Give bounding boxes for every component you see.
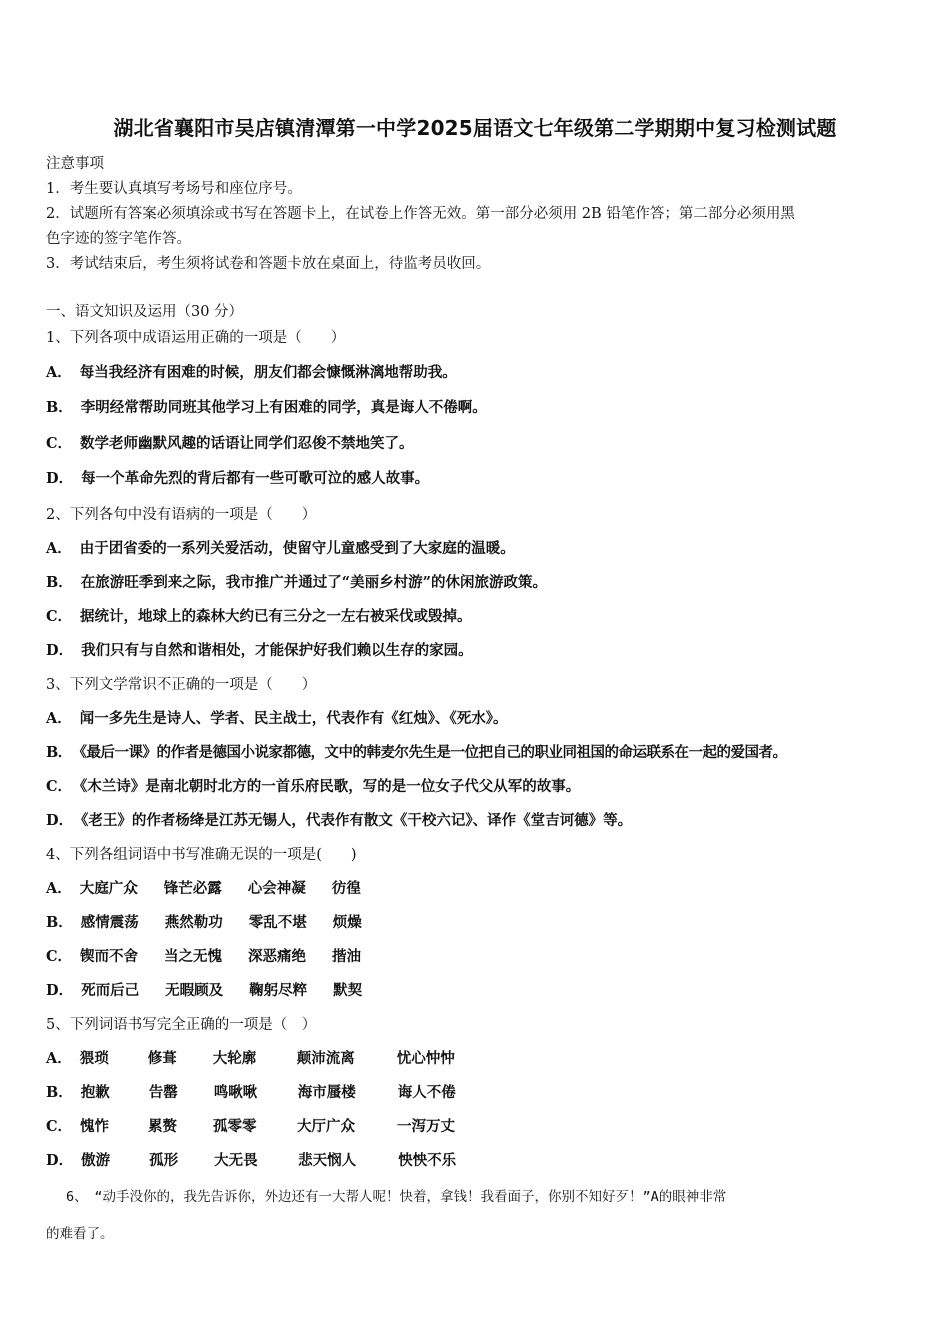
question-3-option-d: D． 《老王》的作者杨绛是江苏无锡人，代表作有散文《干校六记》、译作《堂吉诃德》等。 (46, 812, 633, 829)
question-6-text: 6、 “动手没你的，我先告诉你，外边还有一大帮人呢！快着，拿钱！我看面子，你别不知好歹！”A的眼神非常 (66, 1189, 727, 1205)
notice-item: 3．考试结束后，考生须将试卷和答题卡放在桌面上，待监考员收回。 (46, 256, 491, 272)
question-2-option-b: B． 在旅游旺季到来之际，我市推广并通过了“美丽乡村游”的休闲旅游政策。 (46, 574, 547, 591)
question-1-option-a: A． 每当我经济有困难的时候，朋友们都会慷慨淋漓地帮助我。 (46, 364, 457, 381)
question-2-option-a: A． 由于团省委的一系列关爱活动，使留守儿童感受到了大家庭的温暖。 (46, 540, 515, 557)
question-2-stem: 2、下列各句中没有语病的一项是（ ） (46, 507, 317, 523)
question-2-option-c: C． 据统计，地球上的森林大约已有三分之一左右被采伐或毁掉。 (46, 608, 472, 625)
notice-item: 色字迹的签字笔作答。 (46, 231, 191, 247)
question-1-option-b: B． 李明经常帮助同班其他学习上有困难的同学，真是诲人不倦啊。 (46, 399, 487, 416)
question-1-stem: 1、下列各项中成语运用正确的一项是（ ） (46, 330, 346, 346)
question-5-option-d: D． 傲游 孤形 大无畏 悲天悯人 怏怏不乐 (46, 1152, 457, 1169)
section-heading: 一、语文知识及运用（30 分） (46, 304, 244, 320)
question-5-option-a: A． 猥琐 修葺 大轮廓 颠沛流离 忧心忡忡 (46, 1050, 455, 1067)
question-4-option-c: C． 锲而不舍 当之无愧 深恶痛绝 揩油 (46, 948, 362, 965)
question-1-option-d: D． 每一个革命先烈的背后都有一些可歌可泣的感人故事。 (46, 470, 430, 487)
question-3-stem: 3、下列文学常识不正确的一项是（ ） (46, 677, 317, 693)
question-6-text-continued: 的难看了。 (46, 1226, 114, 1242)
notice-item: 2．试题所有答案必须填涂或书写在答题卡上，在试卷上作答无效。第一部分必须用 2B 铅笔作答；第二部分必须用黑 (46, 206, 795, 222)
question-3-option-b: B． 《最后一课》的作者是德国小说家都德，文中的韩麦尔先生是一位把自己的职业同祖国的命运联系在一起的爱国者。 (46, 744, 787, 761)
notice-heading: 注意事项 (46, 156, 104, 172)
question-5-option-b: B． 抱歉 告罄 鸣啾啾 海市蜃楼 诲人不倦 (46, 1084, 456, 1101)
question-5-option-c: C． 愧怍 累赘 孤零零 大厅广众 一泻万丈 (46, 1118, 456, 1135)
question-5-stem: 5、下列词语书写完全正确的一项是（ ） (46, 1017, 317, 1033)
question-3-option-c: C． 《木兰诗》是南北朝时北方的一首乐府民歌，写的是一位女子代父从军的故事。 (46, 778, 581, 795)
question-4-option-d: D． 死而后己 无暇顾及 鞠躬尽粹 默契 (46, 982, 363, 999)
question-4-stem: 4、下列各组词语中书写准确无误的一项是( ) (46, 847, 357, 863)
question-3-option-a: A． 闻一多先生是诗人、学者、民主战士，代表作有《红烛》、《死水》。 (46, 710, 508, 727)
question-4-option-b: B． 感情震荡 燕然勒功 零乱不堪 烦燥 (46, 914, 362, 931)
question-4-option-a: A． 大庭广众 锋芒必露 心会神凝 彷徨 (46, 880, 361, 897)
question-1-option-c: C． 数学老师幽默风趣的话语让同学们忍俊不禁地笑了。 (46, 435, 414, 452)
question-2-option-d: D． 我们只有与自然和谐相处，才能保护好我们赖以生存的家园。 (46, 642, 473, 659)
notice-item: 1．考生要认真填写考场号和座位序号。 (46, 181, 302, 197)
page-title: 湖北省襄阳市吴店镇清潭第一中学2025届语文七年级第二学期期中复习检测试题 (113, 116, 837, 140)
